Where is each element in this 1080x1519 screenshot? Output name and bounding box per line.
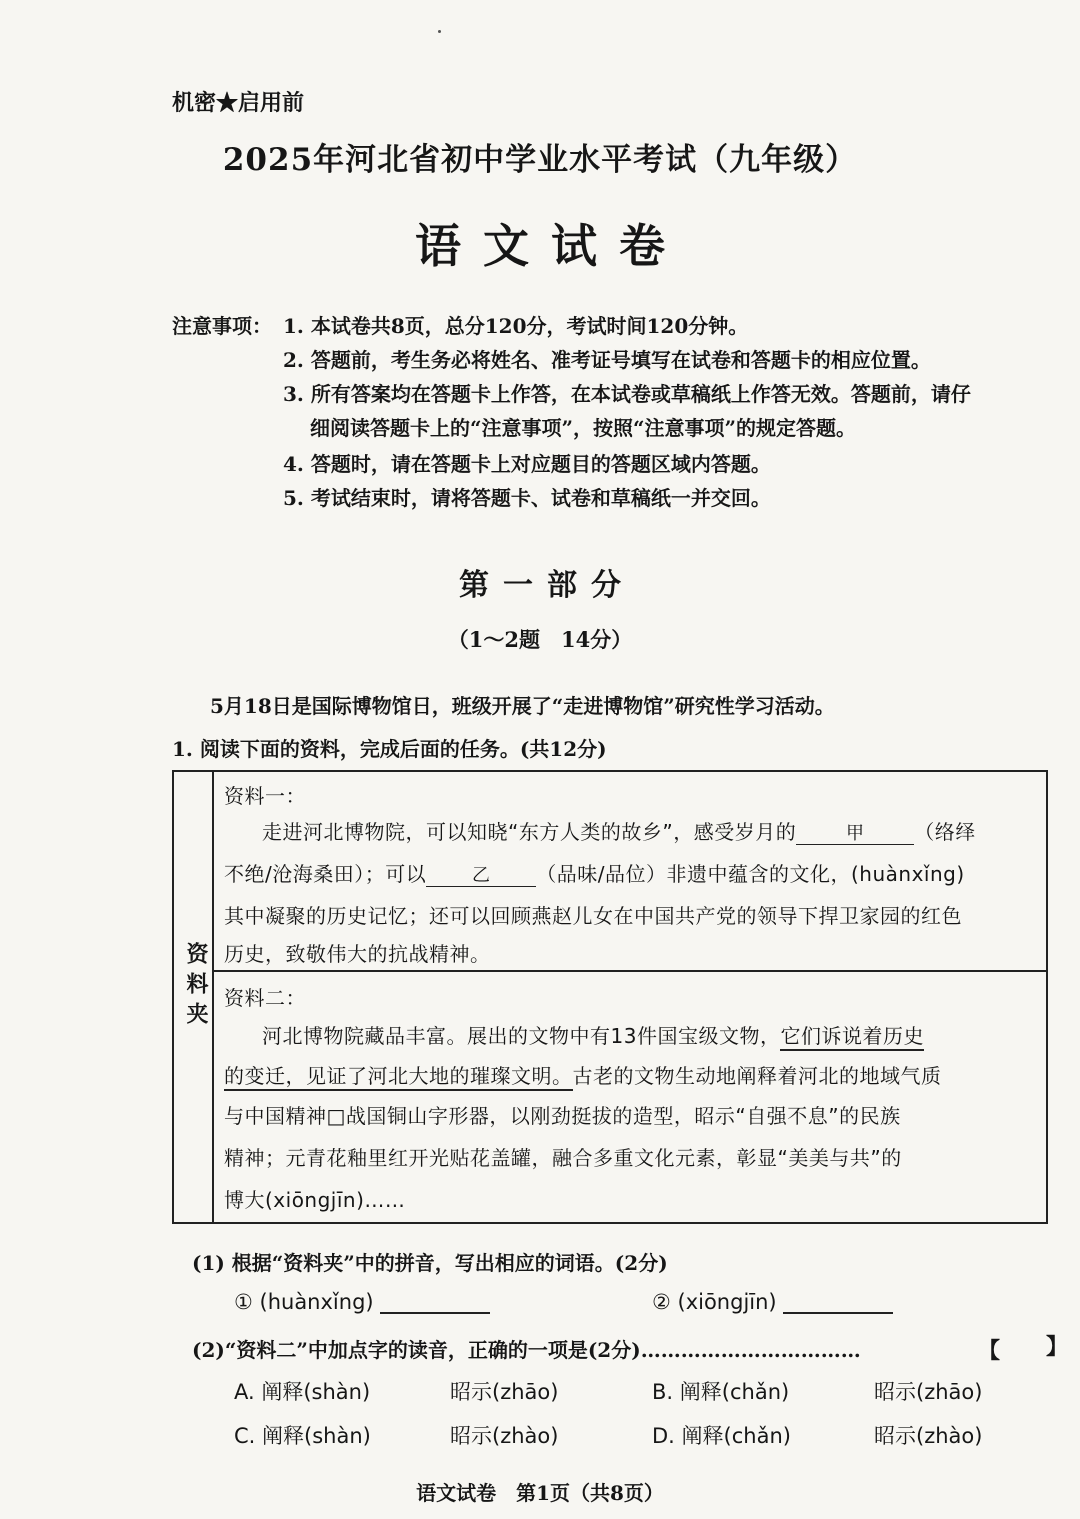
option-word: 阐释(chǎn)	[679, 1380, 790, 1404]
option-d-second: 昭示(zhào)	[874, 1424, 983, 1448]
option-word: 阐释(shàn)	[262, 1424, 371, 1448]
underlined-sentence: 的变迁，见证了河北大地的璀璨文明。	[224, 1064, 573, 1091]
option-a-second: 昭示(zhāo)	[450, 1380, 559, 1404]
material-1-line	[262, 816, 976, 845]
notes-label: 注意事项：	[172, 314, 272, 338]
answer-blank[interactable]	[380, 1292, 490, 1314]
paper-title: 语文试卷	[415, 219, 687, 273]
folder-divider	[214, 970, 1046, 972]
note-item: 1. 本试卷共8页，总分120分，考试时间120分钟。	[283, 314, 749, 338]
material-1-line: 历史，致敬伟大的抗战精神。	[224, 942, 491, 966]
note-item: 5. 考试结束时，请将答题卡、试卷和草稿纸一并交回。	[283, 486, 771, 510]
material-2-heading: 资料二：	[224, 986, 306, 1010]
pinyin-prompt: ② (xiōngjīn)	[652, 1290, 777, 1314]
blank-jia: 甲	[796, 824, 914, 845]
note-item-continued: 细阅读答题卡上的“注意事项”，按照“注意事项”的规定答题。	[310, 416, 857, 440]
option-d	[652, 1420, 791, 1450]
folder-label: 资料夹	[183, 942, 209, 1032]
underlined-sentence: 它们诉说着历史	[780, 1024, 924, 1051]
material-text: 河北博物院藏品丰富。展出的文物中有13件国宝级文物，	[262, 1024, 781, 1048]
answer-item-1	[234, 1290, 490, 1314]
material-2-line: 博大(xiōngjīn)……	[224, 1188, 406, 1212]
scan-speck	[438, 30, 441, 33]
material-1-line: 其中凝聚的历史记忆；还可以回顾燕赵儿女在中国共产党的领导下捍卫家园的红色	[224, 904, 962, 928]
material-text: （品味/品位）非遗中蕴含的文化，(huànxǐng)	[536, 862, 965, 886]
option-b-second: 昭示(zhāo)	[874, 1380, 983, 1404]
confidential-mark: 机密★启用前	[172, 90, 305, 116]
option-word: 阐释(shàn)	[261, 1380, 371, 1404]
material-text: （络绎	[914, 820, 976, 844]
option-key: D.	[652, 1424, 675, 1448]
note-item: 4. 答题时，请在答题卡上对应题目的答题区域内答题。	[283, 452, 771, 476]
part-title: 第一部分	[459, 568, 635, 603]
material-1-line	[224, 858, 965, 887]
exam-title: 2025年河北省初中学业水平考试（九年级）	[222, 142, 858, 178]
answer-bracket-right: 】	[1046, 1334, 1069, 1360]
intro-text: 5月18日是国际博物馆日，班级开展了“走进博物馆”研究性学习活动。	[210, 694, 835, 718]
blank-yi: 乙	[426, 866, 536, 887]
note-item: 3. 所有答案均在答题卡上作答，在本试卷或草稿纸上作答无效。答题前，请仔	[283, 382, 971, 406]
page-footer: 语文试卷 第1页（共8页）	[416, 1481, 664, 1505]
material-folder	[172, 770, 1048, 1224]
folder-side-column	[174, 772, 214, 1222]
answer-bracket-left: 【	[978, 1338, 1001, 1364]
material-2-line	[224, 1060, 942, 1089]
option-c	[234, 1420, 371, 1450]
material-text: 走进河北博物院，可以知晓“东方人类的故乡”，感受岁月的	[262, 820, 797, 844]
option-word: 阐释(chǎn)	[681, 1424, 791, 1448]
material-text: 不绝/沧海桑田）；可以	[224, 862, 427, 886]
option-key: B.	[652, 1380, 674, 1404]
option-b	[652, 1376, 789, 1406]
option-a	[234, 1376, 370, 1406]
sub-question-2-stem: (2)“资料二”中加点字的读音，正确的一项是(2分)……………………………	[192, 1338, 861, 1362]
option-c-second: 昭示(zhào)	[450, 1424, 559, 1448]
answer-item-2	[652, 1290, 893, 1314]
question-1-stem: 1. 阅读下面的资料，完成后面的任务。(共12分)	[172, 737, 607, 761]
material-2-line: 精神；元青花釉里红开光贴花盖罐，融合多重文化元素，彰显“美美与共”的	[224, 1146, 902, 1170]
material-1-heading: 资料一：	[224, 784, 306, 808]
part-subtitle: （1～2题 14分）	[447, 627, 633, 652]
answer-blank[interactable]	[783, 1292, 893, 1314]
pinyin-prompt: ① (huànxǐng)	[234, 1290, 374, 1314]
note-item: 2. 答题前，考生务必将姓名、准考证号填写在试卷和答题卡的相应位置。	[283, 348, 931, 372]
material-2-line: 与中国精神□战国铜山字形器，以刚劲挺拔的造型，昭示“自强不息”的民族	[224, 1104, 901, 1128]
option-key: A.	[234, 1380, 255, 1404]
option-key: C.	[234, 1424, 256, 1448]
material-2-line	[262, 1020, 924, 1049]
material-text: 古老的文物生动地阐释着河北的地域气质	[572, 1064, 942, 1088]
sub-question-1-stem: (1) 根据“资料夹”中的拼音，写出相应的词语。(2分)	[192, 1251, 668, 1275]
